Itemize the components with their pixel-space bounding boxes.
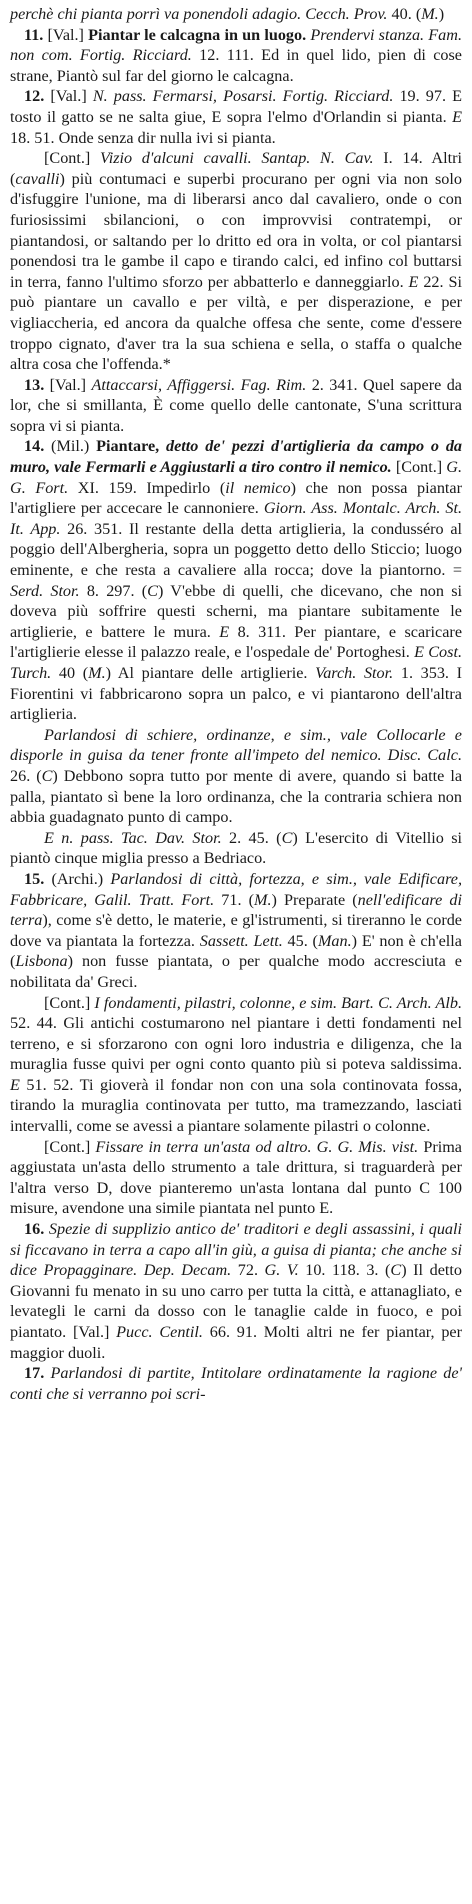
entry-paragraph: Parlandosi di schiere, ordinanze, e sim., vale Collocarle e disporle in guisa da tener fronte all'impeto del nemico. Disc. Calc. 26. (C) Debbono sopra tutto por mente di avere, quando si batte la palla, piantato sì bene la loro ordinanza, che la contraria schiera non abbia guadagnato punto di campo. [10,725,463,827]
entry-paragraph: 12. [Val.] N. pass. Fermarsi, Posarsi. Fortig. Ricciard. 19. 97. E tosto il gatto se ne salta giue, E sopra l'elmo d'Orlandin si pianta. E 18. 51. Onde senza dir nulla ivi si pianta. [10,87,462,147]
entry-paragraph: 17. Parlandosi di partite, Intitolare ordinatamente la ragione de' conti che si verranno poi scri- [10,1364,462,1403]
entry-paragraph: 13. [Val.] Attaccarsi, Affiggersi. Fag. Rim. 2. 341. Quel sapere da lor, che si smillanta, È come quello delle cantonate, S'una scrittura sopra vi si pianta. [10,375,462,435]
entry-paragraph: 11. [Val.] Piantar le calcagna in un luogo. Prendervi stanza. Fam. non com. Fortig. Ricciard. 12. 111. Ed in quel lido, pien di cose strane, Piantò sul far del giorno le calcagna. [10,25,462,85]
entry-paragraph: [Cont.] Fissare in terra un'asta od altro. G. G. Mis. vist. Prima aggiustata un'asta dello strumento a tale drittura, si traguarderà per l'altra verso D, dove pianteremo un'asta lontana dal punto C 100 misure, avendone una simile piantata nel punto E. [10,1137,462,1218]
dictionary-entries [10,4,462,1404]
entry-paragraph: [Cont.] Vizio d'alcuni cavalli. Santap. N. Cav. I. 14. Altri (cavalli) più contumaci e superbi procurano per ogni via non solo d'isfuggire l'unione, ma di liberarsi anco dal cavaliero, onde o con furiosissimi sbilancioni, o con improvvisi contratempi, or piantandosi, or saltando per lo dritto ed ora in volta, or col piantarsi ponendosi tra le gambe il capo e tirando calci, ed infino col buttarsi in terra, fanno l'ultimo sforzo per abbatterlo e danneggiarlo. E 22. Si può piantare un cavallo e per viltà, e per disperazione, e per vigliaccheria, ed ancora da qualche offesa che sente, come d'essere troppo cignato, d'aver tra la sua schiena e sella, o staffa o qualche altra cosa che l'offenda.* [10,149,463,374]
entry-paragraph: E n. pass. Tac. Dav. Stor. 2. 45. (C) L'esercito di Vitellio si piantò cinque miglia presso a Bedriaco. [10,828,462,868]
entry-paragraph: perchè chi pianta porrì va ponendoli adagio. Cecch. Prov. 40. (M.) [10,5,445,23]
entry-paragraph: 16. Spezie di supplizio antico de' traditori e degli assassini, i quali si ficcavano in terra a capo all'in giù, a guisa di pianta; che anche si dice Propagginare. Dep. Decam. 72. G. V. 10. 118. 3. (C) Il detto Giovanni fu menato in su uno carro per tutta la città, e attanagliato, e levategli le carni da dosso con le tanaglie calde in fuoco, e poi piantato. [Val.] Pucc. Centil. 66. 91. Molti altri ne fer piantar, per maggior duoli. [10,1220,462,1362]
entry-paragraph: 15. (Archi.) Parlandosi di città, fortezza, e sim., vale Edificare, Fabbricare, Galil. Tratt. Fort. 71. (M.) Preparate (nell'edificare di terra), come s'è detto, le materie, e gl'istrumenti, si tireranno le corde dove va piantata la fortezza. Sassett. Lett. 45. (Man.) E' non è ch'ella (Lisbona) non fusse piantata, o per qualche modo accresciuta e nobilitata da' Greci. [10,869,462,991]
entry-paragraph: [Cont.] I fondamenti, pilastri, colonne, e sim. Bart. C. Arch. Alb. 52. 44. Gli antichi costumarono nel piantare i detti fondamenti nel terreno, e si sforzarono con ogni loro industria e diligenza, che la muraglia fusse quivi per ogni conto quanto più si poteva saldissima. E 51. 52. Ti gioverà il fondar non con una sola continovata fossa, tirando la muraglia continovata per tutto, ma tramezzando, lasciati intervalli, come se avessi a piantare solamente pilastri o colonne. [10,993,462,1136]
entry-paragraph: 14. (Mil.) Piantare, detto de' pezzi d'artiglieria da campo o da muro, vale Fermarli e Aggiustarli a tiro contro il nemico. [Cont.] G. G. Fort. XI. 159. Impedirlo (il nemico) che non possa piantar l'artigliere per accecare le cannoniere. Giorn. Ass. Montalc. Arch. St. It. App. 26. 351. Il restante della detta artiglieria, la condusséro al poggio dell'Albergheria, sopra un poggetto detto dello Sticcio; luogo eminente, e che resta a cavaliere alla rocca; dove la piantorno. = Serd. Stor. 8. 297. (C) V'ebbe di quelli, che dicevano, che non si doveva più soffrire questi scherni, ma piantare subitamente le artiglierie, e battere le mura. E 8. 311. Per piantare, e scaricare l'artiglierie elesse il palazzo reale, e l'ospedale de' Portoghesi. E Cost. Turch. 40 (M.) Al piantare delle artiglierie. Varch. Stor. 1. 353. I Fiorentini vi fabbricarono sopra un palco, e vi piantarono dell'altra artiglieria. [10,437,463,724]
